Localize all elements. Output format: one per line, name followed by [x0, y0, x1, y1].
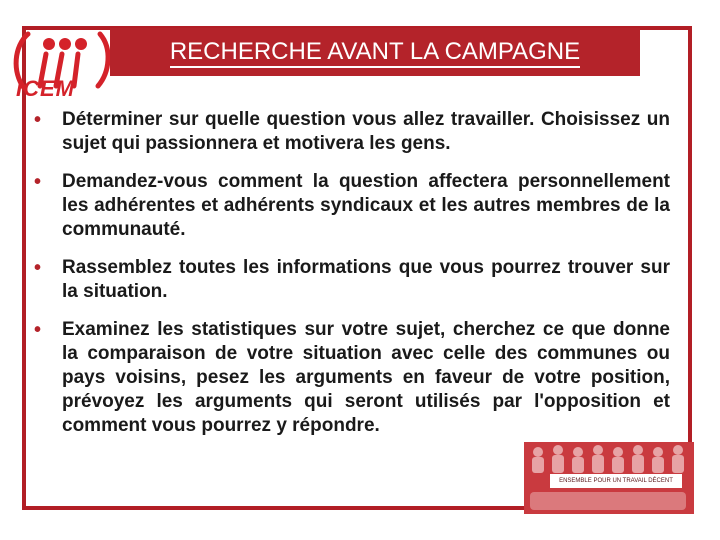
bullet-text: Déterminer sur quelle question vous allez travailler. Choisissez un sujet qui passionnera et motivera les gens.	[62, 109, 670, 154]
campaign-banner	[524, 442, 694, 514]
bullet-icon: •	[34, 319, 42, 341]
logo-text: ICEM	[16, 76, 75, 101]
bullet-item	[28, 108, 670, 156]
bullet-icon: •	[34, 109, 42, 131]
bullet-icon: •	[34, 257, 42, 279]
bullet-text: Demandez-vous comment la question affectera personnellement les adhérentes et adhérents syndicaux et les autres membres de la communauté.	[62, 171, 670, 240]
bullet-item	[28, 170, 670, 242]
bullet-icon: •	[34, 171, 42, 193]
bullet-text: Examinez les statistiques sur votre sujet, cherchez ce que donne la comparaison de votre situation avec celle des communes ou pays voisins, pesez les arguments en faveur de votre position, prévoyez les arguments qui seront utilisés par l'opposition et comment vous pourrez y répondre.	[62, 319, 670, 436]
page-title-text: RECHERCHE AVANT LA CAMPAGNE	[170, 38, 580, 68]
bullet-item	[28, 318, 670, 438]
bullet-text: Rassemblez toutes les informations que vous pourrez trouver sur la situation.	[62, 257, 670, 302]
page-title	[110, 28, 640, 76]
bullet-list	[28, 108, 670, 452]
banner-label: ENSEMBLE POUR UN TRAVAIL DÉCENT	[550, 474, 682, 488]
bullet-item	[28, 256, 670, 304]
